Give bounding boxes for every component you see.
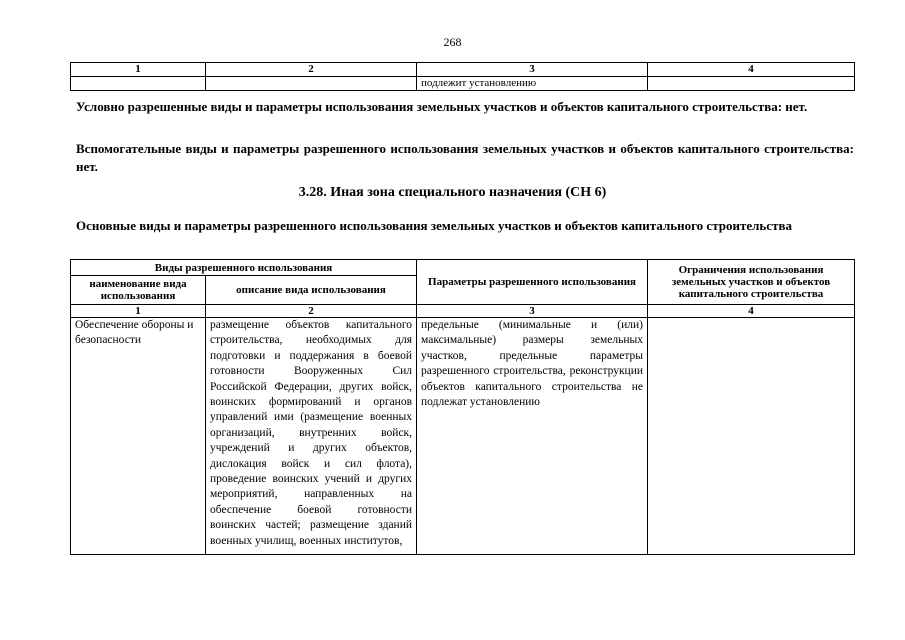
header-cell: 3 [417,63,648,77]
use-name-cell: Обеспечение обороны и безопасности [71,318,206,555]
col4-header: Ограничения использования земельных участков и объектов капитального строительства [648,260,855,305]
use-description-cell: размещение объектов капитального строительства, необходимых для подготовки и поддержания в боевой готовности Вооруженных Сил Российской Федерации, других войск, воинских формирований и органов управлений ими (размещение военных организаций, внутренних войск, учреждений и других объектов, дислокация войск и сил флота), проведение воинских учений и других мероприятий, направленных на обеспечение боевой готовности воинских частей; размещение зданий военных училищ, военных институтов, [206,318,417,555]
table-cell [648,77,855,91]
column-number: 2 [206,305,417,318]
table-row [71,318,855,555]
table-cell [71,77,206,91]
use-parameters-cell: предельные (минимальные и (или) максимальные) размеры земельных участков, предельные параметры разрешенного строительства, реконструкции объектов капитального строительства не подлежат установлению [417,318,648,555]
header-cell: 2 [206,63,417,77]
continued-table [70,62,855,91]
col2-header: описание вида использования [206,276,417,305]
use-restrictions-cell [648,318,855,555]
auxiliary-uses-paragraph: Вспомогательные виды и параметры разрешенного использования земельных участков и объектов капитального строительства: нет. [76,141,854,174]
main-uses-heading: Основные виды и параметры разрешенного использования земельных участков и объектов капитального строительства [76,218,792,233]
table-cell [206,77,417,91]
col1-header: наименование вида использования [71,276,206,305]
main-uses-table [70,259,855,555]
table-cell: подлежит установлению [417,77,648,91]
column-number: 1 [71,305,206,318]
group-header: Виды разрешенного использования [71,260,417,276]
table-header-row [71,260,855,276]
column-number: 4 [648,305,855,318]
section-title: 3.28. Иная зона специального назначения (СН 6) [298,185,607,200]
col3-header: Параметры разрешенного использования [417,260,648,305]
header-cell: 1 [71,63,206,77]
table-row [71,77,855,91]
page-number: 268 [443,35,462,49]
column-number: 3 [417,305,648,318]
conditional-uses-paragraph: Условно разрешенные виды и параметры использования земельных участков и объектов капитального строительства: нет. [76,99,808,114]
continued-table-header-row [71,63,855,77]
header-cell: 4 [648,63,855,77]
column-numbers-row [71,305,855,318]
